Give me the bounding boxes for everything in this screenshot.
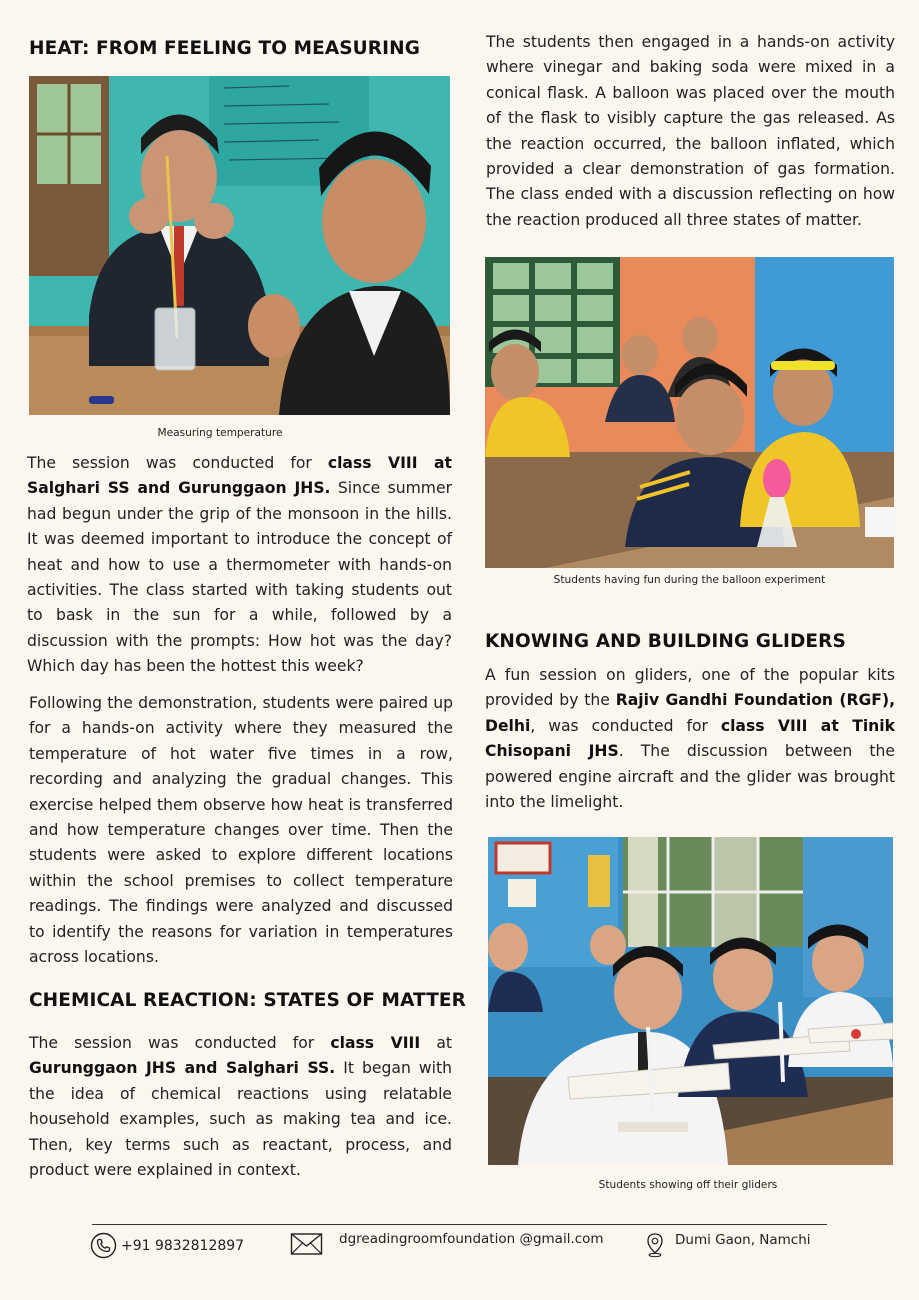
heat-paragraph-1: The session was conducted for class VIII at Salghari SS and Gurunggaon JHS. Since summer had begun under the grip of the monsoon in the hills. It was deemed important to introduce the concept of heat and how to use a thermometer with hands-on activities. The class started with taking students out to bask in the sun for a while, followed by a discussion with the prompts: How hot was the day? Which day has been the hottest this week? [27,454,453,676]
balloon-experiment-photo [485,257,894,568]
heat-section-title: HEAT: FROM FEELING TO MEASURING [29,38,420,59]
footer-address-text: Dumi Gaon, Namchi [675,1232,811,1248]
envelope-icon [290,1232,323,1256]
gliders-paragraph-1: A fun session on gliders, one of the popular kits provided by the Rajiv Gandhi Foundation (RGF), Delhi, was conducted for class VIII at Tinik Chisopani JHS. The discussion between the powered engine aircraft and the glider was brought into the limelight. [485,666,896,812]
footer-email-text[interactable]: dgreadingroomfoundation @gmail.com [339,1231,604,1247]
measuring-temperature-photo [29,76,450,415]
gliders-caption: Students showing off their gliders [598,1179,778,1191]
measuring-temperature-caption: Measuring temperature [157,427,283,439]
footer-address [646,1232,811,1258]
balloon-experiment-caption: Students having fun during the balloon experiment [553,574,826,586]
gliders-section-title: KNOWING AND BUILDING GLIDERS [485,631,846,652]
location-pin-icon [646,1232,664,1258]
chemical-paragraph-2: The students then engaged in a hands-on activity where vinegar and baking soda were mixed in a conical flask. A balloon was placed over the mouth of the flask to visibly capture the gas released. As the reaction occurred, the balloon inflated, which provided a clear demonstration of gas formation. The class ended with a discussion reflecting on how the reaction produced all three states of matter. [486,33,895,229]
gliders-photo [488,837,893,1165]
footer-phone-text[interactable]: +91 9832812897 [121,1237,245,1254]
chemical-paragraph-1: The session was conducted for class VIII at Gurunggaon JHS and Salghari SS. It began with the idea of chemical reactions using relatable household examples, such as making tea and ice. Then, key terms such as reactant, process, and product were explained in context. [29,1034,453,1180]
footer-phone [90,1232,244,1259]
phone-icon [90,1232,117,1259]
footer-email [290,1232,604,1256]
chemical-section-title: CHEMICAL REACTION: STATES OF MATTER [29,990,466,1011]
heat-paragraph-2: Following the demonstration, students were paired up for a hands-on activity where they measured the temperature of hot water five times in a row, recording and analyzing the gradual changes. This exercise helped them observe how heat is transferred and how temperature changes over time. Then the students were asked to explore different locations within the school premises to collect temperature readings. The findings were analyzed and discussed to identify the reasons for variation in temperatures across locations. [29,694,453,967]
footer-divider [92,1224,827,1225]
